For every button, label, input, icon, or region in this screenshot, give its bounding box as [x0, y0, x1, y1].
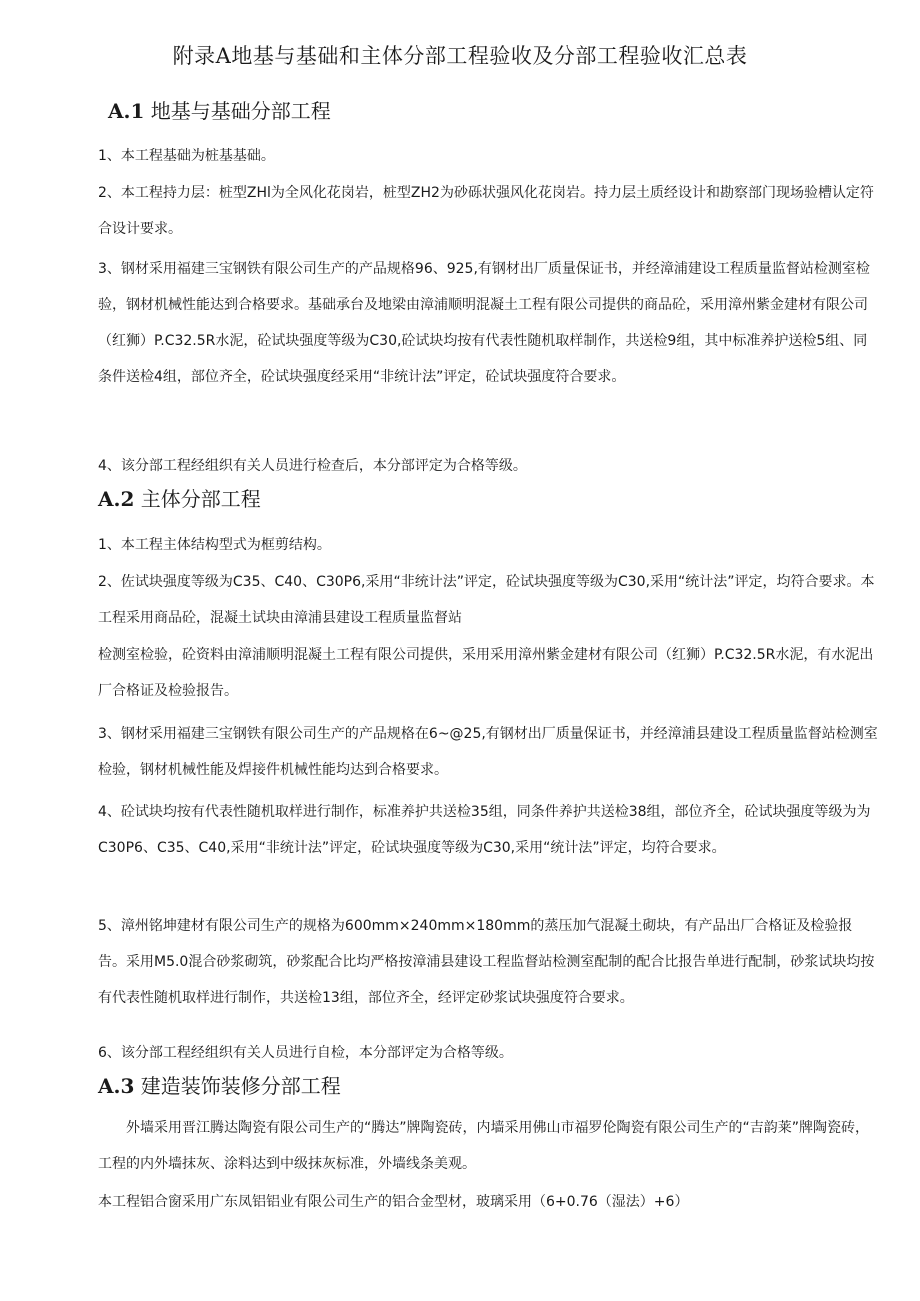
- paragraph: 本工程铝合窗采用广东凤铝铝业有限公司生产的铝合金型材，玻璃采用（6+0.76（湿法）+6）: [98, 1194, 689, 1210]
- paragraph: 6、该分部工程经组织有关人员进行自检，本分部评定为合格等级。: [98, 1045, 513, 1061]
- paragraph: 5、漳州铭坤建材有限公司生产的规格为600mm×240mm×180mm的蒸压加气混凝土砌块，有产品出厂合格证及检验报告。采用M5.0混合砂浆砌筑，砂浆配合比均严格按漳浦县建设工程监督站检测室配制的配合比报告单进行配制，砂浆试块均按有代表性随机取样进行制作，共送检13组，部位齐全，经评定砂浆试块强度符合要求。: [98, 918, 875, 1006]
- section-title: 建造装饰装修分部工程: [140, 1074, 341, 1098]
- section-number: A.2: [98, 487, 135, 511]
- paragraph: 1、本工程主体结构型式为框剪结构。: [98, 537, 331, 553]
- paragraph: 2、佐试块强度等级为C35、C40、C30P6,采用“非统计法”评定，砼试块强度等级为C30,采用“统计法”评定，均符合要求。本工程采用商品砼，混凝土试块由漳浦县建设工程质量监督站: [98, 574, 875, 626]
- paragraph: 3、钢材采用福建三宝钢铁有限公司生产的产品规格在6~@25,有钢材出厂质量保证书，并经漳浦县建设工程质量监督站检测室检验，钢材机械性能及焊接件机械性能均达到合格要求。: [98, 726, 878, 778]
- document-title: 附录A地基与基础和主体分部工程验收及分部工程验收汇总表: [172, 44, 748, 68]
- section-heading-a1: [108, 95, 331, 124]
- section-heading-a3: [98, 1070, 341, 1099]
- paragraph: 3、钢材采用福建三宝钢铁有限公司生产的产品规格96、925,有钢材出厂质量保证书，并经漳浦建设工程质量监督站检测室检验，钢材机械性能达到合格要求。基础承台及地梁由漳浦顺明混凝土工程有限公司提供的商品砼，采用漳州紫金建材有限公司（红狮）P.C32.5R水泥，砼试块强度等级为C30,砼试块均按有代表性随机取样制作，共送检9组，其中标准养护送检5组、同条件送检4组，部位齐全，砼试块强度经采用“非统计法”评定，砼试块强度符合要求。: [98, 261, 870, 385]
- section-title: 地基与基础分部工程: [150, 99, 331, 123]
- section-title: 主体分部工程: [140, 487, 261, 511]
- paragraph: 4、砼试块均按有代表性随机取样进行制作，标准养护共送检35组，同条件养护共送检38组，部位齐全，砼试块强度等级为为C30P6、C35、C40,采用“非统计法”评定，砼试块强度等级为C30,采用“统计法”评定，均符合要求。: [98, 804, 871, 856]
- section-heading-a2: [98, 483, 261, 512]
- paragraph: 2、本工程持力层：桩型ZHl为全风化花岗岩，桩型ZH2为砂砾状强风化花岗岩。持力层土质经设计和勘察部门现场验槽认定符合设计要求。: [98, 185, 874, 237]
- section-number: A.1: [108, 99, 145, 123]
- paragraph: 外墙采用晋江腾达陶瓷有限公司生产的“腾达”牌陶瓷砖，内墙采用佛山市福罗伦陶瓷有限公司生产的“吉韵莱”牌陶瓷砖，工程的内外墙抹灰、涂料达到中级抹灰标准，外墙线条美观。: [98, 1120, 870, 1172]
- paragraph: 1、本工程基础为桩基基础。: [98, 148, 275, 164]
- paragraph: 4、该分部工程经组织有关人员进行检查后，本分部评定为合格等级。: [98, 458, 527, 474]
- paragraph: 检测室检验，砼资料由漳浦顺明混凝土工程有限公司提供，采用采用漳州紫金建材有限公司（红狮）P.C32.5R水泥，有水泥出厂合格证及检验报告。: [98, 647, 874, 699]
- section-number: A.3: [98, 1074, 135, 1098]
